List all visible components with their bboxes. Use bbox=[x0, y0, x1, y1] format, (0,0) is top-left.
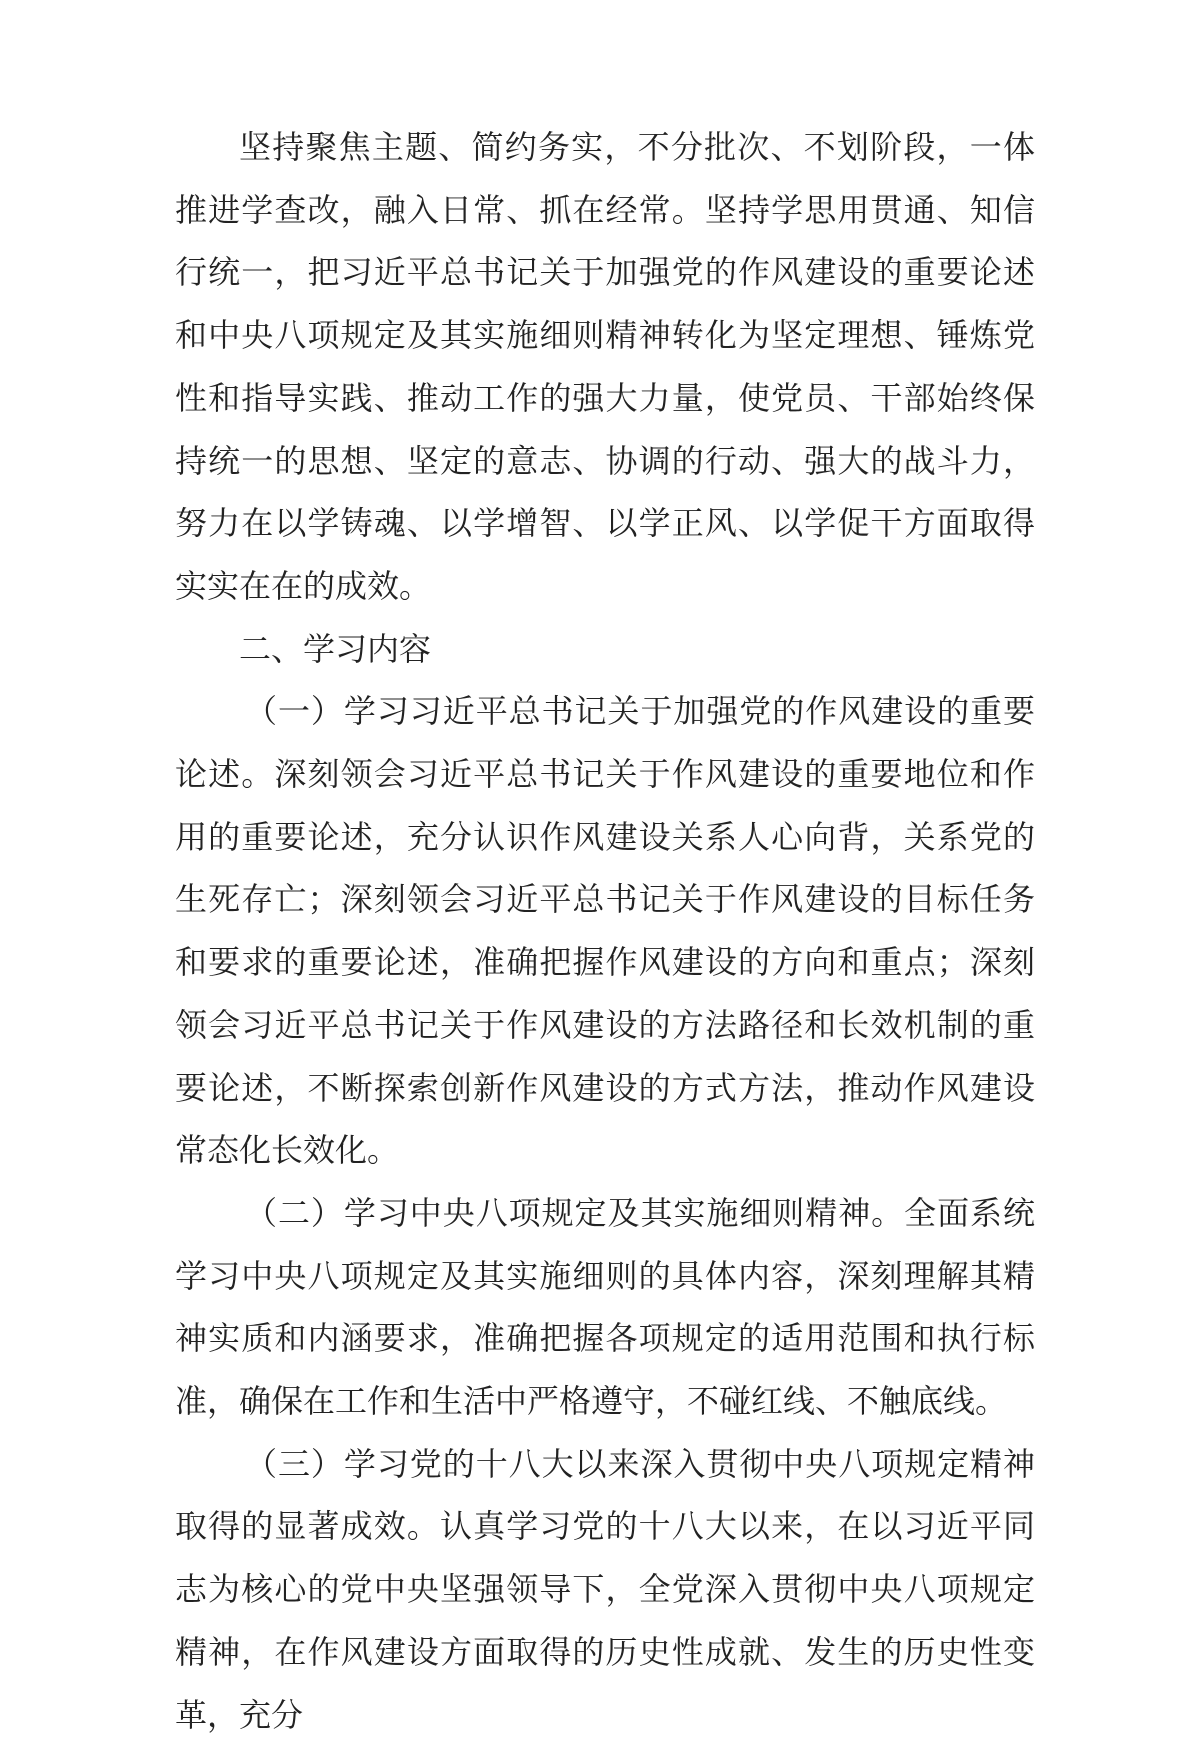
document-body bbox=[175, 116, 1035, 1746]
paragraph-item-two: （二）学习中央八项规定及其实施细则精神。全面系统学习中央八项规定及其实施细则的具体内容，深刻理解其精神实质和内涵要求，准确把握各项规定的适用范围和执行标准，确保在工作和生活中严格遵守，不碰红线、不触底线。 bbox=[175, 1193, 1035, 1421]
section-heading-study-content: 二、学习内容 bbox=[239, 629, 432, 668]
paragraph-item-three: （三）学习党的十八大以来深入贯彻中央八项规定精神取得的显著成效。认真学习党的十八大以来，在以习近平同志为核心的党中央坚强领导下，全党深入贯彻中央八项规定精神，在作风建设方面取得的历史性成就、发生的历史性变革，充分 bbox=[175, 1444, 1035, 1734]
paragraph-principles: 坚持聚焦主题、简约务实，不分批次、不划阶段，一体推进学查改，融入日常、抓在经常。坚持学思用贯通、知信行统一，把习近平总书记关于加强党的作风建设的重要论述和中央八项规定及其实施细则精神转化为坚定理想、锤炼党性和指导实践、推动工作的强大力量，使党员、干部始终保持统一的思想、坚定的意志、协调的行动、强大的战斗力，努力在以学铸魂、以学增智、以学正风、以学促干方面取得实实在在的成效。 bbox=[175, 128, 1035, 605]
paragraph-item-one: （一）学习习近平总书记关于加强党的作风建设的重要论述。深刻领会习近平总书记关于作风建设的重要地位和作用的重要论述，充分认识作风建设关系人心向背，关系党的生死存亡；深刻领会习近平总书记关于作风建设的目标任务和要求的重要论述，准确把握作风建设的方向和重点；深刻领会习近平总书记关于作风建设的方法路径和长效机制的重要论述，不断探索创新作风建设的方式方法，推动作风建设常态化长效化。 bbox=[175, 692, 1035, 1170]
